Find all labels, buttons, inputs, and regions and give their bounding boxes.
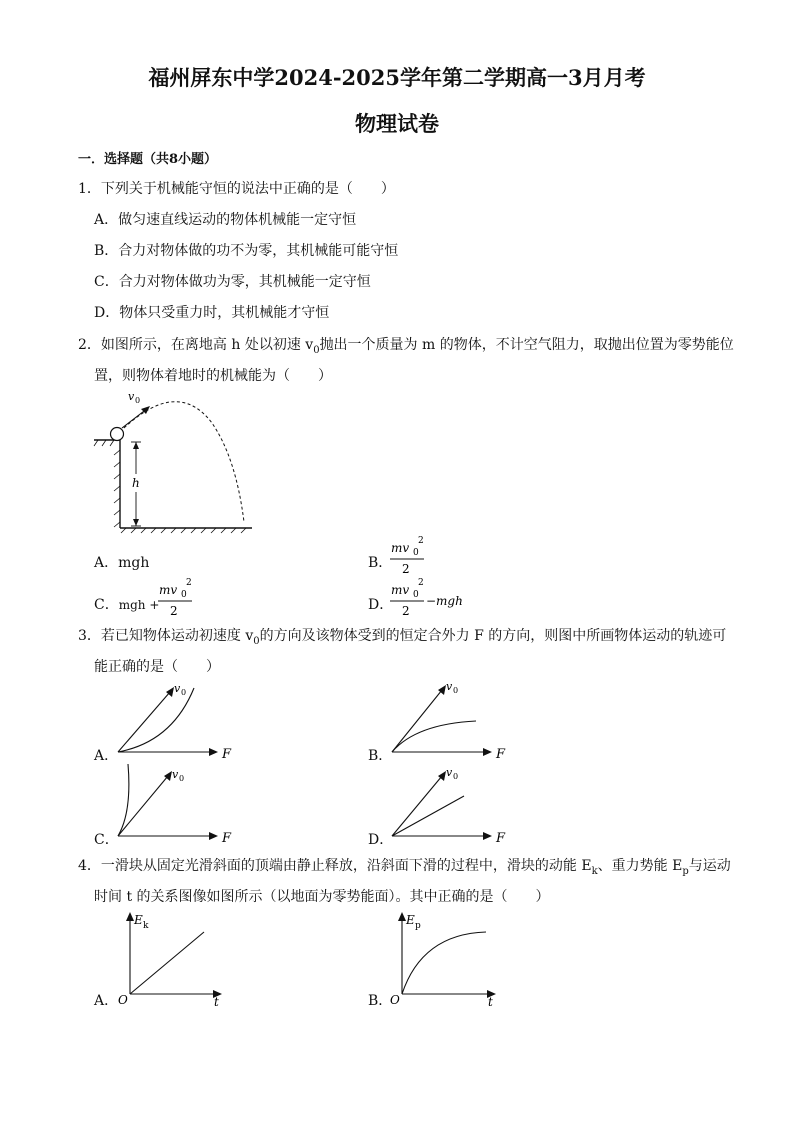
svg-text:E: E bbox=[134, 913, 143, 927]
subject-title: 物理试卷 bbox=[355, 111, 439, 136]
q3-stem-line1: 3．若已知物体运动初速度 $v_0$的方向及该物体受到的恒定合外力 F 的方向，则图中所画物体运动的轨迹可 bbox=[78, 628, 727, 647]
section-heading: 一．选择题（共8小题） bbox=[78, 152, 218, 167]
q2-option-d-label: D． bbox=[368, 597, 394, 613]
svg-text:mv: mv bbox=[391, 541, 410, 555]
svg-text:F: F bbox=[222, 747, 232, 762]
q4-stem-line2: 时间 t 的关系图像如图所示（以地面为零势能面）。其中正确的是（ ） bbox=[94, 889, 550, 905]
svg-text:mv: mv bbox=[159, 583, 178, 597]
q3-option-d-label: D． bbox=[368, 832, 394, 848]
q4-stem-line1: 4．一滑块从固定光滑斜面的顶端由静止释放，沿斜面下滑的过程中，滑块的动能 $E_k$、重力势能 $E_p$与运动 bbox=[78, 858, 731, 877]
svg-text:2: 2 bbox=[418, 578, 424, 588]
q2-option-c-fraction bbox=[156, 574, 196, 622]
q3-graph-b bbox=[386, 678, 516, 762]
page-title: 福州屏东中学2024-2025学年第二学期高一3月月考 bbox=[148, 65, 646, 90]
svg-text:O: O bbox=[118, 993, 128, 1007]
q1-option-b: B．合力对物体做的功不为零，其机械能可能守恒 bbox=[94, 243, 399, 259]
q1-stem: 1．下列关于机械能守恒的说法中正确的是（ ） bbox=[78, 181, 395, 197]
q1-option-c: C．合力对物体做功为零，其机械能一定守恒 bbox=[94, 274, 371, 290]
svg-text:2: 2 bbox=[402, 562, 410, 576]
q2-option-a: A．mgh bbox=[94, 555, 150, 571]
svg-text:h: h bbox=[132, 476, 140, 490]
q2-option-b-label: B． bbox=[368, 555, 393, 571]
svg-text:0: 0 bbox=[135, 396, 141, 405]
svg-text:0: 0 bbox=[181, 590, 187, 600]
q4-option-a-label: A． bbox=[94, 993, 119, 1009]
svg-text:F: F bbox=[222, 831, 232, 846]
svg-text:0: 0 bbox=[453, 772, 459, 781]
svg-text:v: v bbox=[174, 682, 181, 695]
q3-graph-a bbox=[112, 678, 242, 762]
svg-text:p: p bbox=[415, 921, 421, 931]
q2-stem-line1: 2．如图所示，在离地高 h 处以初速 $v_0$抛出一个质量为 m 的物体，不计空气阻力，取抛出位置为零势能位 bbox=[78, 337, 734, 356]
svg-text:2: 2 bbox=[186, 578, 192, 588]
q3-graph-c bbox=[112, 762, 242, 846]
q3-graph-d bbox=[386, 762, 516, 846]
svg-text:t: t bbox=[214, 995, 219, 1008]
svg-text:0: 0 bbox=[453, 686, 459, 695]
q3-option-a-label: A． bbox=[94, 748, 119, 764]
svg-text:0: 0 bbox=[413, 590, 419, 600]
q2-option-b-fraction bbox=[388, 532, 428, 580]
svg-text:0: 0 bbox=[179, 774, 185, 783]
svg-text:t: t bbox=[488, 995, 493, 1008]
svg-text:mv: mv bbox=[391, 583, 410, 597]
svg-text:O: O bbox=[390, 993, 400, 1007]
q1-option-a: A．做匀速直线运动的物体机械能一定守恒 bbox=[94, 212, 357, 228]
svg-text:v: v bbox=[128, 390, 135, 403]
q2-figure bbox=[90, 388, 260, 536]
q3-option-c-label: C． bbox=[94, 832, 119, 848]
svg-text:k: k bbox=[143, 921, 149, 931]
svg-text:2: 2 bbox=[170, 604, 178, 618]
svg-text:v: v bbox=[446, 766, 453, 779]
svg-text:v: v bbox=[446, 680, 453, 693]
svg-text:2: 2 bbox=[418, 536, 424, 546]
q4-graph-a bbox=[112, 908, 232, 1008]
svg-text:F: F bbox=[496, 831, 506, 846]
q4-graph-b bbox=[386, 908, 506, 1008]
q2-stem-line2: 置，则物体着地时的机械能为（ ） bbox=[94, 368, 332, 384]
svg-text:2: 2 bbox=[402, 604, 410, 618]
q3-stem-line2: 能正确的是（ ） bbox=[94, 659, 220, 675]
q2-option-c-label: C．mgh + bbox=[94, 597, 160, 613]
q3-option-b-label: B． bbox=[368, 748, 393, 764]
q4-option-b-label: B． bbox=[368, 993, 393, 1009]
svg-text:0: 0 bbox=[181, 688, 187, 697]
q1-option-d: D．物体只受重力时，其机械能才守恒 bbox=[94, 305, 330, 321]
svg-text:−mgh: −mgh bbox=[426, 594, 463, 608]
svg-text:0: 0 bbox=[413, 548, 419, 558]
q2-option-d-fraction bbox=[388, 574, 478, 622]
svg-text:F: F bbox=[496, 747, 506, 762]
svg-text:E: E bbox=[406, 913, 415, 927]
svg-text:v: v bbox=[172, 768, 179, 781]
